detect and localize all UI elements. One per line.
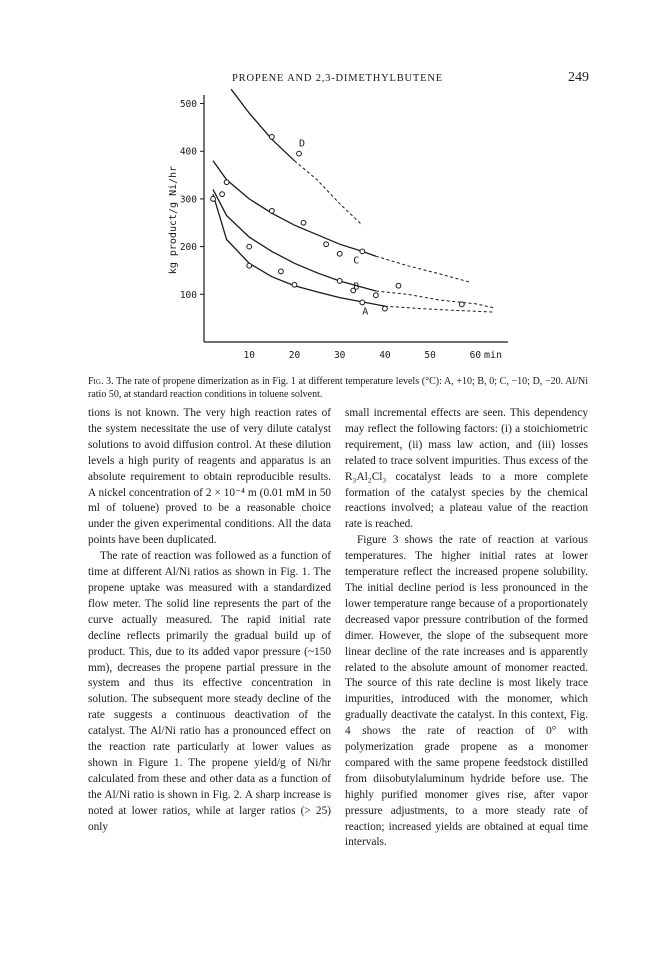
data-point-d [297, 151, 302, 156]
curve-c-dashed [376, 256, 471, 282]
caption-label: Fig. 3. [88, 376, 114, 387]
x-tick-label: 50 [424, 350, 436, 361]
curve-label-c: C [353, 255, 360, 267]
data-point-b [396, 283, 401, 288]
data-point-a [247, 263, 252, 268]
x-tick-label: 40 [379, 350, 391, 361]
y-tick-label: 300 [179, 194, 197, 206]
data-point-a [383, 306, 388, 311]
curve-label-b: B [353, 281, 360, 293]
x-tick-label: 60 [469, 350, 482, 361]
body-paragraph: tions is not known. The very high reaction rates of the system necessitate the use of very dilute catalyst solutions to avoid diffusion control. At these dilution levels a high purity of reagents and apparatus is an absolute requirement to obtain reproducible results. A nickel concentration of 2 × 10⁻⁴ m (0.01 mM in 50 ml of toluene) proved to be a reasonable choice under the given experimental conditions. All the data points have been duplicated. [88, 407, 331, 547]
data-point-c [324, 242, 329, 247]
body-paragraph: The rate of reaction was followed as a function of time at different Al/Ni ratios as shown in Fig. 1. The propene uptake was measured with a standardized flow meter. The solid line represents the part of the curve actually measured. The rapid initial rate decline reflects primarily the gradual build up of product. This, due to its added vapor pressure (~150 mm), decreases the propene partial pressure in the system and thus its effective concentration in solution. The subsequent more steady decline of the rate suggests a continuous deactivation of the catalyst. The Al/Ni ratio has a pronounced effect on the reaction rate particularly at lower values as shown in Figure 1. The propene yield/g of Ni/hr calculated from these and other data as a function of the Al/Ni ratio is shown in Fig. 2. A sharp increase is noted at lower ratios, while at larger ratios (> 25) only [88, 550, 331, 833]
y-axis-label: kg product/g Ni/hr [168, 165, 179, 275]
curve-b-dashed [376, 291, 494, 308]
y-tick-label: 400 [179, 146, 197, 158]
x-axis-unit: min [484, 350, 503, 361]
data-point-c [224, 180, 229, 185]
y-tick-label: 500 [179, 99, 197, 111]
data-point-b [459, 302, 464, 307]
data-point-b [247, 244, 252, 249]
caption-text: The rate of propene dimerization as in Fig. 1 at different temperature levels (°C): A, +10; B, 0; C, −10; D, −20. Al/Ni ratio 50, at standard reaction conditions in toluene solvent. [88, 376, 588, 400]
body-paragraph: Figure 3 shows the rate of reaction at various temperatures. The higher initial rates at lower temperature reflect the increased propene solubility. The initial decline period is less pronounced in the lower temperature range because of a proportionately decreased vapor pressure contribution of the formed dimer. However, the slope of the subsequent more linear decline of the rate increases and is apparently related to the absolute amount of monomer reacted. The source of this rate decline is most likely trace impurities, introduced with the monomer, which gradually deactivate the catalyst. In this context, Fig. 4 shows the rate of reaction of 0° with polymerization grade propene as a monomer compared with the same propene feedstock distilled from diisobutylaluminum hydride before use. The highly purified monomer gives rise, after vapor pressure adjustments, to a more steady rate of reaction; increased yields are obtained at equal time intervals. [345, 534, 588, 849]
curve-a-dashed [385, 306, 494, 312]
data-point-a [292, 282, 297, 287]
data-point-b [337, 279, 342, 284]
y-tick-label: 200 [179, 242, 197, 254]
data-point-c [269, 208, 274, 213]
page-number: 249 [568, 70, 589, 85]
rate-chart [0, 0, 672, 372]
data-point-c [337, 251, 342, 256]
data-point-a [360, 300, 365, 305]
running-head: PROPENE AND 2,3-DIMETHYLBUTENE [232, 73, 443, 84]
body-paragraph: small incremental effects are seen. This dependency may reflect the following factors: (i) a stoichiometric requirement, (ii) mass law action, and (iii) losses related to trace solvent impurities. Thus excess of the R₃Al₂Cl₃ cocatalyst leads to a more complete formation of the catalyst species by the chemical reactions involved; a plateau value of the reaction rate is reached. [345, 407, 588, 531]
data-point-a [211, 197, 216, 202]
data-point-c [360, 249, 365, 254]
right-column [345, 406, 588, 851]
curve-label-d: D [298, 138, 306, 150]
curve-d-solid [231, 89, 294, 161]
data-point-c [301, 220, 306, 225]
curve-b-solid [213, 189, 376, 291]
x-tick-label: 10 [243, 350, 255, 361]
x-tick-label: 30 [333, 350, 346, 361]
y-tick-label: 100 [179, 289, 197, 301]
left-column [88, 406, 331, 835]
curve-c-solid [213, 161, 376, 256]
curve-label-a: A [362, 306, 369, 318]
data-point-b [278, 269, 283, 274]
data-point-b [220, 192, 225, 197]
curve-d-dashed [295, 161, 363, 225]
data-point-b [373, 293, 378, 298]
x-tick-label: 20 [288, 350, 301, 361]
data-point-d [269, 135, 274, 140]
figure-caption [88, 376, 588, 401]
